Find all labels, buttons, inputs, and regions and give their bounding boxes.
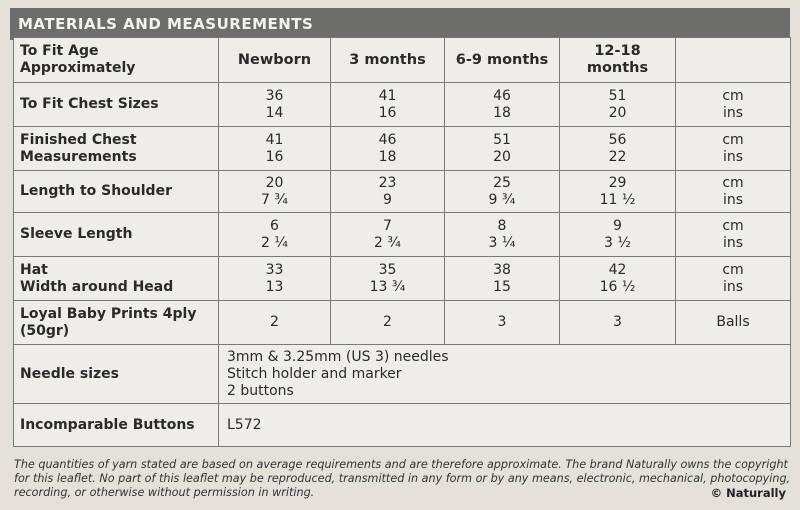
row-label: Loyal Baby Prints 4ply (50gr) [14, 301, 219, 345]
section-header [10, 8, 790, 40]
table-cell: 36 14 [219, 83, 331, 127]
table-cell: 3 [445, 301, 560, 345]
needles-details: 3mm & 3.25mm (US 3) needles Stitch holder and marker 2 buttons [219, 345, 791, 404]
table-row [14, 301, 791, 345]
unit-cell: cm ins [676, 213, 791, 257]
needles-row [14, 345, 791, 404]
row-label: Hat Width around Head [14, 257, 219, 301]
corner-label: To Fit Age Approximately [14, 38, 219, 83]
unit-cell: Balls [676, 301, 791, 345]
table-row [14, 127, 791, 171]
row-label: To Fit Chest Sizes [14, 83, 219, 127]
table-cell: 3 [560, 301, 676, 345]
table-cell: 46 18 [331, 127, 445, 171]
unit-cell: cm ins [676, 83, 791, 127]
table-cell: 9 3 ½ [560, 213, 676, 257]
table-cell: 51 20 [560, 83, 676, 127]
copyright-mark: © Naturally [710, 486, 786, 500]
buttons-label: Incomparable Buttons [14, 404, 219, 447]
column-header-newborn: Newborn [219, 38, 331, 83]
table-cell: 33 13 [219, 257, 331, 301]
table-row [14, 257, 791, 301]
table-row [14, 83, 791, 127]
row-label: Length to Shoulder [14, 171, 219, 213]
table-cell: 8 3 ¼ [445, 213, 560, 257]
table-cell: 41 16 [331, 83, 445, 127]
row-label: Finished Chest Measurements [14, 127, 219, 171]
table-cell: 7 2 ¾ [331, 213, 445, 257]
table-cell: 42 16 ½ [560, 257, 676, 301]
row-label: Sleeve Length [14, 213, 219, 257]
section-title: MATERIALS AND MEASUREMENTS [18, 15, 314, 33]
header-row [14, 38, 791, 83]
column-header-3-months: 3 months [331, 38, 445, 83]
table-cell: 25 9 ¾ [445, 171, 560, 213]
table-cell: 46 18 [445, 83, 560, 127]
table-cell: 41 16 [219, 127, 331, 171]
copyright-disclaimer: The quantities of yarn stated are based on average requirements and are therefore approximate. The brand Naturally owns the copyright for this leaflet. No part of this leaflet may be reproduced, transmitted in any form or by any means, electronic, mechanical, photocopying, recording, or otherwise without permission in writing. [14, 458, 791, 499]
column-header-units [676, 38, 791, 83]
table-cell: 38 15 [445, 257, 560, 301]
unit-cell: cm ins [676, 171, 791, 213]
table-cell: 56 22 [560, 127, 676, 171]
table-cell: 2 [219, 301, 331, 345]
table-cell: 29 11 ½ [560, 171, 676, 213]
table-cell: 20 7 ¾ [219, 171, 331, 213]
table-cell: 23 9 [331, 171, 445, 213]
needles-label: Needle sizes [14, 345, 219, 404]
table-row [14, 213, 791, 257]
buttons-value: L572 [219, 404, 791, 447]
column-header-6-9-months: 6-9 months [445, 38, 560, 83]
table-cell: 51 20 [445, 127, 560, 171]
table-cell: 35 13 ¾ [331, 257, 445, 301]
unit-cell: cm ins [676, 257, 791, 301]
unit-cell: cm ins [676, 127, 791, 171]
table-cell: 2 [331, 301, 445, 345]
measurements-table [13, 37, 791, 447]
column-header-12-18-months: 12-18 months [560, 38, 676, 83]
table-cell: 6 2 ¼ [219, 213, 331, 257]
table-row [14, 171, 791, 213]
buttons-row [14, 404, 791, 447]
